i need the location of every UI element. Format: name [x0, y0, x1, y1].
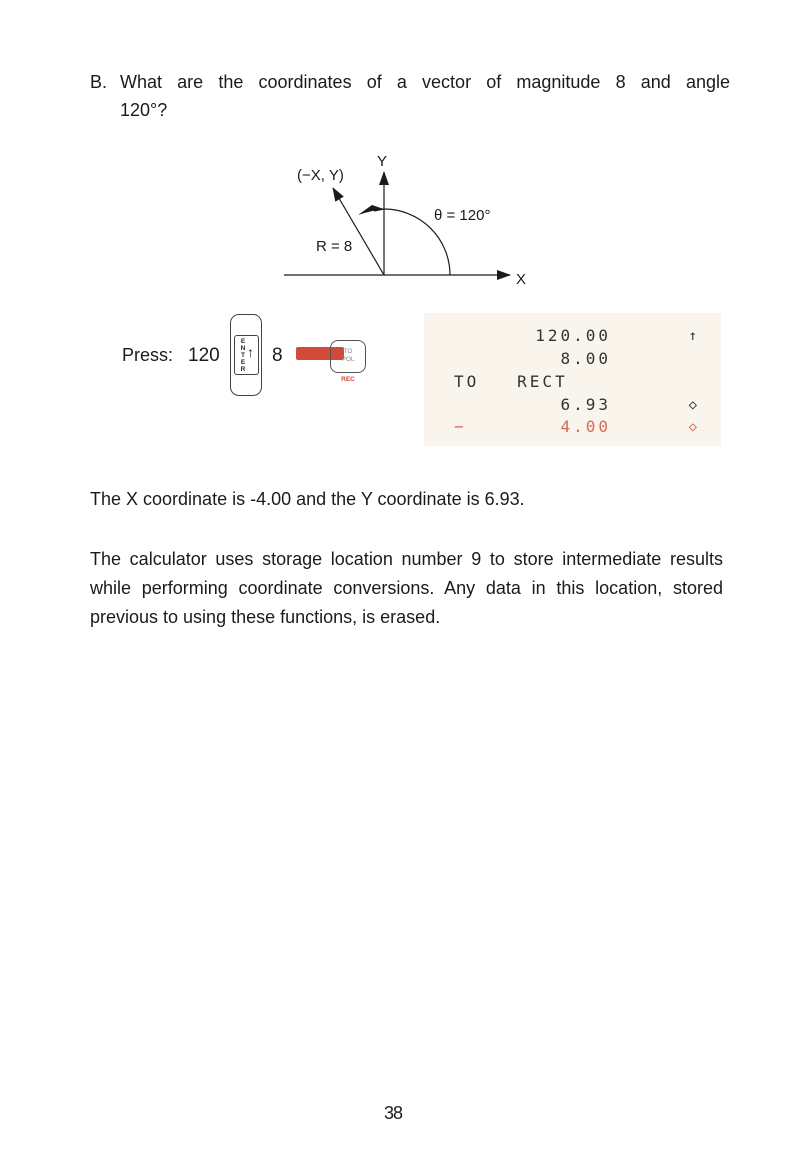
page-number: 38 — [383, 1103, 403, 1123]
x-axis-label: X — [516, 271, 527, 288]
display-sign: − — [454, 417, 464, 436]
display-text: TO RECT — [454, 372, 568, 391]
question-line-1: What are the coordinates of a vector of magnitude 8 and angle — [120, 72, 730, 92]
up-arrow-icon: ↑ — [247, 344, 254, 360]
display-row — [424, 348, 721, 370]
diamond-icon: ◇ — [688, 419, 697, 435]
diamond-icon: ◇ — [688, 397, 697, 413]
display-row — [424, 371, 721, 393]
calculator-display — [424, 313, 721, 446]
vector-diagram-svg — [270, 148, 540, 290]
display-value: 6.93 — [560, 395, 611, 414]
display-row — [424, 325, 721, 347]
enter-letter: R — [240, 366, 246, 373]
y-axis-label: Y — [377, 153, 388, 170]
enter-key-face — [234, 335, 259, 375]
result-text: The X coordinate is -4.00 and the Y coordinate is 6.93. — [90, 489, 525, 509]
point-label: (−X, Y) — [297, 167, 344, 184]
up-arrow-icon: ↑ — [688, 328, 697, 344]
question-label: B. — [90, 72, 108, 92]
enter-letter: E — [240, 359, 246, 366]
vector-r — [333, 188, 384, 275]
display-value: 8.00 — [560, 349, 611, 368]
enter-letter: E — [240, 338, 246, 345]
radius-label: R = 8 — [316, 238, 353, 255]
to-pol-key[interactable] — [330, 340, 366, 373]
question-line-2: 120°? — [120, 100, 168, 120]
enter-letter: T — [241, 352, 245, 359]
press-value-8: 8 — [272, 345, 283, 366]
question — [90, 68, 730, 124]
to-pol-key-line2: POL — [341, 356, 355, 363]
rec-label: REC — [341, 376, 355, 383]
vector-diagram — [270, 148, 540, 290]
press-label: Press: — [122, 345, 174, 365]
to-pol-key-line1: TO — [343, 348, 353, 355]
enter-key[interactable] — [230, 314, 262, 396]
display-value: 4.00 — [560, 417, 611, 436]
press-value-120: 120 — [188, 345, 220, 366]
note-text: The calculator uses storage location number 9 to store intermediate results while performing coordinate conversions. Any data in this location, stored previous to using these functions, is erased. — [90, 549, 723, 627]
display-row — [424, 416, 721, 438]
display-value: 120.00 — [535, 326, 611, 345]
angle-label: θ = 120° — [434, 207, 491, 224]
enter-key-letters — [239, 338, 247, 373]
display-row — [424, 394, 721, 416]
enter-letter: N — [240, 345, 246, 352]
